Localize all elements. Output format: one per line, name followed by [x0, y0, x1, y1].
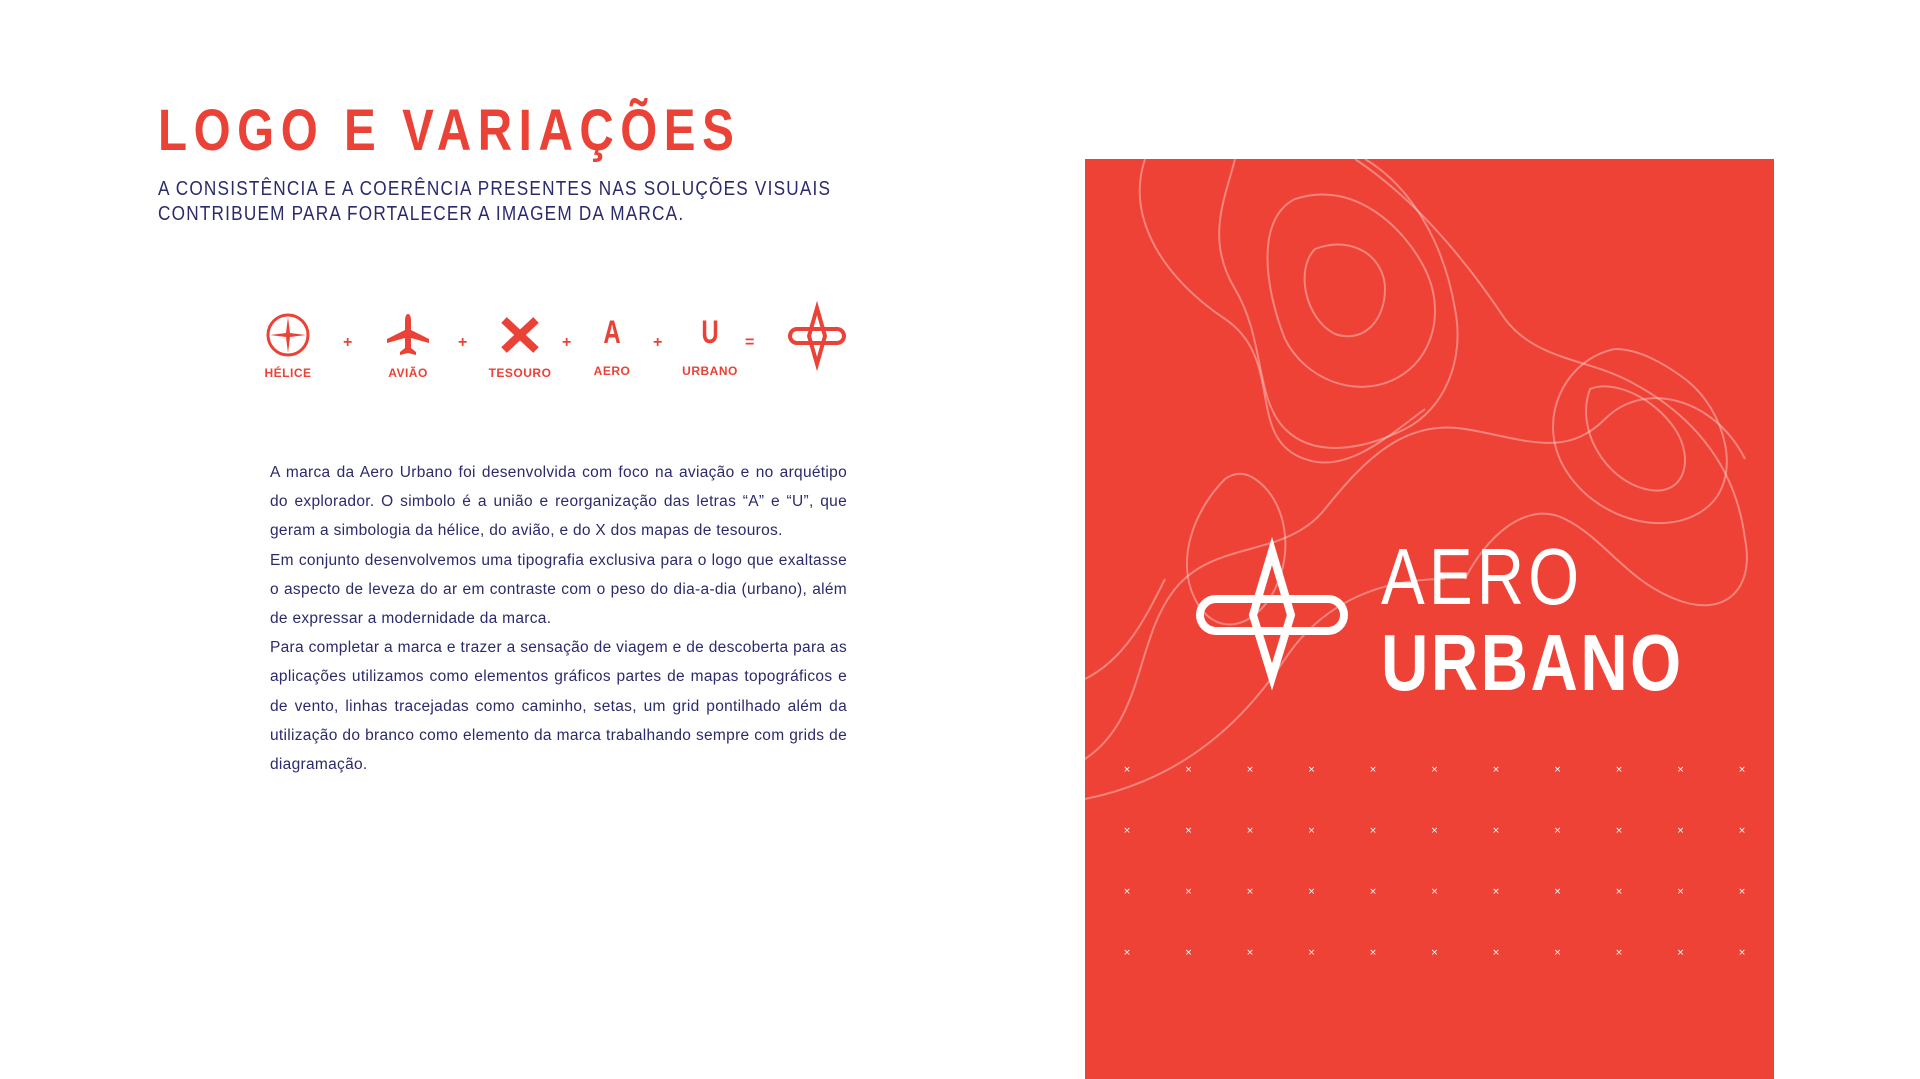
grid-mark: ×: [1369, 826, 1377, 836]
grid-mark: ×: [1492, 826, 1500, 836]
grid-mark: ×: [1307, 765, 1316, 775]
wordmark-urbano: URBANO: [1381, 618, 1684, 707]
grid-mark: ×: [1123, 948, 1131, 958]
grid-mark: ×: [1492, 948, 1500, 958]
grid-mark: ×: [1430, 887, 1439, 897]
brand-wordmark: [1381, 532, 1750, 707]
subtitle-line-1: A CONSISTÊNCIA E A COERÊNCIA PRESENTES NAS SOLUÇÕES VISUAIS: [158, 178, 832, 200]
grid-mark: ×: [1430, 948, 1439, 958]
grid-mark: ×: [1430, 826, 1439, 836]
description-paragraph-1: A marca da Aero Urbano foi desenvolvida com foco na aviação e no arquétipo do explorador. O simbolo é a união e reorganização das letras “A” e “U”, que geram a simbologia da hélice, do avião, e do X dos mapas de tesouros.: [270, 464, 847, 540]
grid-mark: ×: [1369, 887, 1377, 897]
page-subtitle: [158, 177, 831, 227]
grid-mark: ×: [1738, 826, 1746, 836]
grid-mark: ×: [1246, 826, 1254, 836]
grid-mark: ×: [1553, 887, 1562, 897]
plus-sign: +: [343, 334, 353, 351]
formula-item-result: [786, 312, 848, 366]
grid-mark: ×: [1492, 765, 1500, 775]
grid-mark: ×: [1123, 765, 1131, 775]
grid-mark: ×: [1615, 887, 1623, 897]
grid-mark: ×: [1123, 826, 1131, 836]
grid-mark: ×: [1676, 948, 1685, 958]
description-paragraph-2: Em conjunto desenvolvemos uma tipografia exclusiva para o logo que exaltasse o aspecto de leveza do ar em contraste com o peso do dia-a-dia (urbano), além de expressar a modernidade da marca.: [270, 551, 847, 628]
grid-mark: ×: [1615, 826, 1623, 836]
grid-mark: ×: [1307, 887, 1316, 897]
grid-mark: ×: [1307, 948, 1316, 958]
formula-item-urbano: [680, 312, 740, 378]
plus-sign: +: [458, 334, 468, 351]
formula-item-aviao: [383, 312, 433, 380]
x-mark-icon: [497, 312, 543, 358]
grid-mark: ×: [1369, 948, 1377, 958]
brand-description: [270, 458, 847, 779]
aero-urbano-symbol-icon: [787, 306, 847, 366]
dotted-grid-pattern: [1121, 762, 1746, 962]
aero-urbano-logo-symbol: [1197, 549, 1347, 679]
equals-sign: =: [745, 334, 755, 351]
grid-mark: ×: [1615, 765, 1623, 775]
grid-mark: ×: [1492, 887, 1500, 897]
grid-mark: ×: [1123, 887, 1131, 897]
subtitle-line-2: CONTRIBUEM PARA FORTALECER A IMAGEM DA MARCA.: [158, 203, 685, 225]
grid-mark: ×: [1676, 887, 1685, 897]
logo-formula: [265, 312, 845, 392]
grid-mark: ×: [1738, 765, 1746, 775]
page-title: LOGO E VARIAÇÕES: [158, 98, 741, 163]
grid-mark: ×: [1738, 948, 1746, 958]
grid-mark: ×: [1615, 948, 1623, 958]
formula-label-tesouro: TESOURO: [488, 366, 552, 380]
brand-panel: [1085, 159, 1774, 1079]
grid-mark: ×: [1246, 887, 1254, 897]
plus-sign: +: [653, 334, 663, 351]
grid-mark: ×: [1184, 948, 1193, 958]
description-paragraph-3: Para completar a marca e trazer a sensação de viagem e de descoberta para as aplicações utilizamos como elementos gráficos partes de mapas topográficos e de vento, linhas tracejadas como caminho, setas, um grid pontilhado além da utilização do branco como elemento da marca trabalhando sempre com grids de diagramação.: [270, 639, 847, 774]
grid-mark: ×: [1246, 948, 1254, 958]
formula-label-helice: HÉLICE: [264, 366, 312, 380]
grid-mark: ×: [1307, 826, 1316, 836]
grid-mark: ×: [1184, 826, 1193, 836]
grid-mark: ×: [1369, 765, 1377, 775]
grid-mark: ×: [1553, 948, 1562, 958]
wordmark-aero: AERO: [1381, 532, 1584, 621]
grid-mark: ×: [1553, 826, 1562, 836]
letter-u: U: [701, 314, 719, 350]
plus-sign: +: [562, 334, 572, 351]
grid-mark: ×: [1246, 765, 1254, 775]
grid-mark: ×: [1430, 765, 1439, 775]
airplane-icon: [385, 312, 431, 358]
grid-mark: ×: [1184, 887, 1193, 897]
formula-item-aero: [592, 312, 632, 378]
formula-label-urbano: URBANO: [682, 364, 738, 378]
grid-mark: ×: [1676, 765, 1685, 775]
propeller-icon: [265, 312, 311, 358]
formula-item-tesouro: [485, 312, 555, 380]
formula-label-aviao: AVIÃO: [388, 366, 428, 380]
letter-a: A: [603, 314, 621, 350]
grid-mark: ×: [1676, 826, 1685, 836]
grid-mark: ×: [1184, 765, 1193, 775]
formula-label-aero: AERO: [593, 364, 631, 378]
grid-mark: ×: [1738, 887, 1746, 897]
formula-item-helice: [263, 312, 313, 380]
grid-mark: ×: [1553, 765, 1562, 775]
